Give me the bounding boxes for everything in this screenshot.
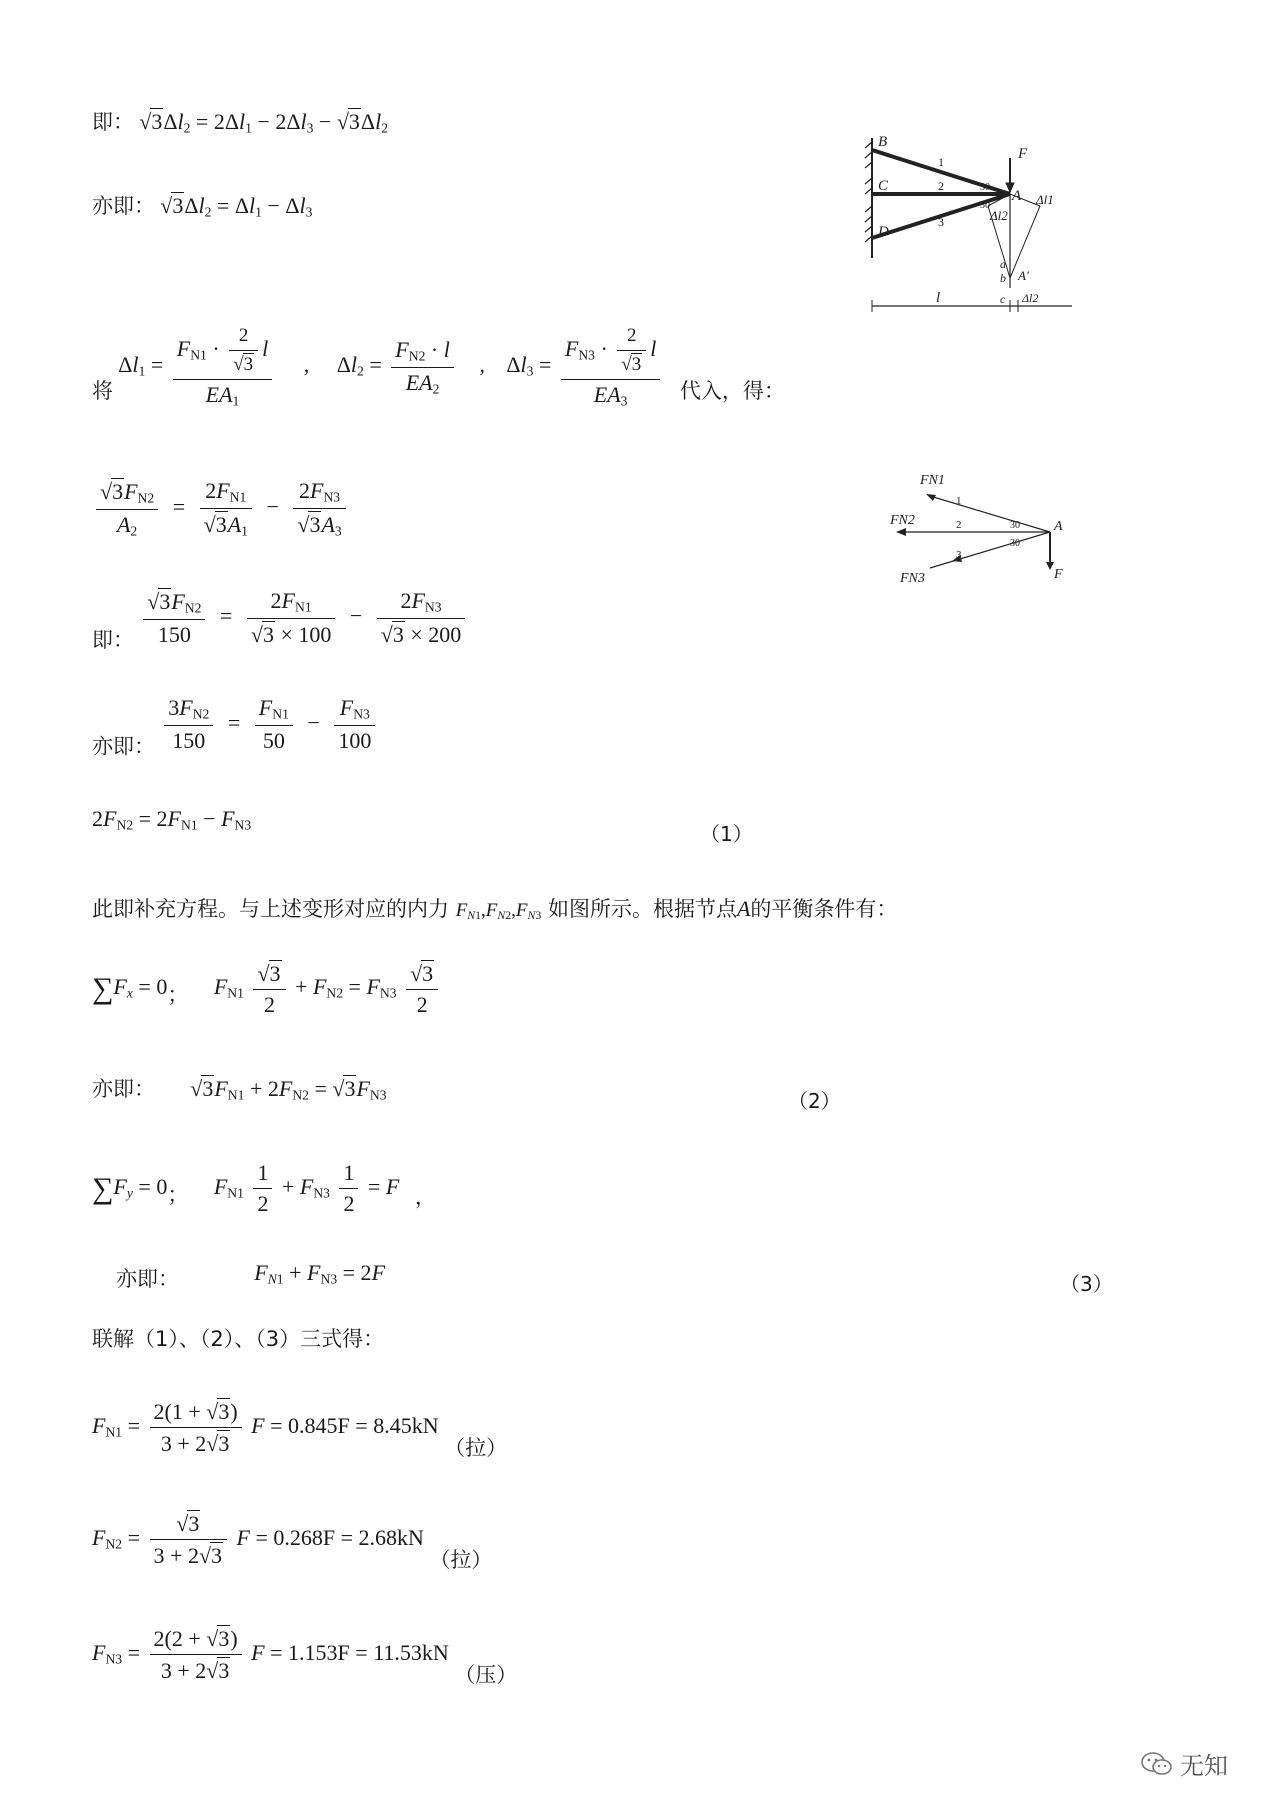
eq-3: [116, 1260, 385, 1292]
svg-text:30: 30: [980, 200, 990, 211]
equation: $F_{N3}$ = $\frac{2(2 + √3)}{3 + 2√3}$ F = 1.153F = 11.53kN: [92, 1626, 449, 1684]
equation: $√3\Delta l_2 = \Delta l_1 - \Delta l_3$: [160, 193, 313, 220]
force-figure: [890, 466, 1070, 596]
label-FN3: FN3: [900, 571, 925, 586]
eq-line-3: [92, 478, 350, 540]
wechat-icon: [1140, 1750, 1174, 1778]
svg-text:a: a: [1000, 257, 1006, 271]
solve-text: 联解（1）、（2）、（3）三式得：: [92, 1327, 385, 1351]
eq-2-number: （2）: [788, 1089, 841, 1113]
svg-text:Δl1: Δl1: [1036, 192, 1054, 207]
substitution-line: [92, 325, 785, 409]
label-FN2: FN2: [890, 513, 915, 528]
prefix: 亦即：: [116, 1267, 179, 1291]
svg-text:l: l: [936, 290, 941, 306]
svg-text:30: 30: [1010, 538, 1020, 549]
label-D: D: [878, 224, 889, 240]
forces: $F_{N1},F_{N2},F_{N3}$: [455, 900, 542, 922]
equation: $√3F_{N1} + 2F_{N2} = √3F_{N3}$: [190, 1076, 387, 1103]
equation: $\frac{√3F_{N2}}{A_2}$ = $\frac{2F_{N1}}{√3A_1}$ − $\frac{2F_{N3}}{√3A_3}$: [92, 494, 350, 519]
equation: $F_{N1}$ = $\frac{2(1 + √3)}{3 + 2√3}$ F = 0.845F = 8.45kN: [92, 1399, 439, 1457]
equation: $\sum F_y = 0$； $F_{N1}$ $\frac{1}{2}$ + $F_{N3}$ $\frac{1}{2}$ = F: [92, 1160, 400, 1217]
equation: $√3\Delta l_2 = 2\Delta l_1 - 2\Delta l_3 - √3\Delta l_2$: [139, 109, 389, 136]
equation: $F_{N1} + F_{N3} = 2F$: [254, 1260, 386, 1287]
sum-fy: $\sum F_y = 0$； $F_{N1}$ $\frac{1}{2}$ + $F_{N3}$ $\frac{1}{2}$ = F ，: [92, 1160, 436, 1217]
label-A: A: [1054, 519, 1063, 534]
eq-line-5: [92, 695, 379, 760]
label-A: A: [1012, 188, 1022, 204]
supplement-paragraph: 此即补充方程。与上述变形对应的内力 $F_{N1},F_{N2},F_{N3}$ 如图所示。根据节点A的平衡条件有：: [92, 896, 898, 922]
equation: $\frac{3F_{N2}}{150}$ = $\frac{F_{N1}}{50}$ − $\frac{F_{N3}}{100}$: [160, 710, 379, 735]
svg-text:2: 2: [956, 519, 962, 531]
state: （拉）: [429, 1547, 493, 1572]
watermark-text: 无知: [1180, 1752, 1228, 1780]
prefix: 将: [92, 379, 113, 404]
svg-text:1: 1: [956, 495, 962, 507]
eq-line-1: [92, 108, 388, 137]
result-fn1: [92, 1398, 507, 1461]
svg-text:c: c: [1000, 292, 1006, 306]
label-FN1: FN1: [920, 473, 945, 488]
result-fn2: [92, 1510, 492, 1573]
svg-text:3: 3: [938, 215, 944, 229]
eq-1-number: （1）: [700, 822, 753, 846]
eq-1: $2F_{N2} = 2F_{N1} - F_{N3}$: [92, 806, 252, 833]
svg-text:1: 1: [938, 155, 944, 169]
eq-line-2: [92, 192, 312, 221]
equation: $\sum F_x = 0$； $F_{N1}$ $\frac{√3}{2}$ + $F_{N2} = F_{N3}$ $\frac{√3}{2}$: [92, 974, 442, 999]
equation: $F_{N2}$ = $\frac{√3}{3 + 2√3}$ F = 0.268F = 2.68kN: [92, 1511, 424, 1569]
svg-text:30: 30: [980, 182, 990, 193]
svg-text:3: 3: [956, 549, 962, 561]
state: （压）: [454, 1662, 518, 1687]
svg-text:Δl2: Δl2: [990, 208, 1008, 223]
prefix: 亦即：: [92, 734, 155, 759]
equation: $\Delta l_1$ = $F_{N1}$ · $\frac{2}{√3}$ l $EA_1$ , $\Delta l_2$ = $\frac{F_{N2} \cdot l}{EA_2}$ , $\Delta l_3$ = $F_{N3}$ · $\frac{2}{√3}$ l $EA_3$: [118, 352, 670, 377]
label-F: F: [1018, 146, 1028, 162]
svg-text:A': A': [1018, 268, 1029, 283]
prefix: 即：: [92, 110, 134, 134]
prefix: 亦即：: [92, 194, 155, 218]
suffix: 代入，得：: [679, 379, 785, 404]
eq-line-4: [92, 588, 469, 653]
label-B: B: [878, 134, 888, 150]
svg-text:2: 2: [938, 179, 944, 193]
svg-text:Δl2: Δl2: [1022, 291, 1039, 305]
eq-3-number: （3）: [1060, 1272, 1113, 1296]
svg-text:b: b: [1000, 271, 1006, 285]
watermark: [1140, 1746, 1228, 1781]
prefix: 亦即：: [92, 1077, 155, 1101]
deformation-figure: [860, 128, 1080, 338]
eq-2: [92, 1075, 387, 1104]
result-fn3: [92, 1625, 517, 1688]
equation: $\frac{√3F_{N2}}{150}$ = $\frac{2F_{N1}}{√3 \times 100}$ − $\frac{2F_{N3}}{√3 \times 200}$: [139, 603, 469, 628]
prefix: 即：: [92, 628, 134, 653]
sum-fx: [92, 960, 442, 1019]
label-C: C: [878, 178, 889, 194]
svg-text:30: 30: [1010, 520, 1020, 531]
label-F: F: [1054, 567, 1063, 582]
state: （拉）: [444, 1435, 508, 1460]
